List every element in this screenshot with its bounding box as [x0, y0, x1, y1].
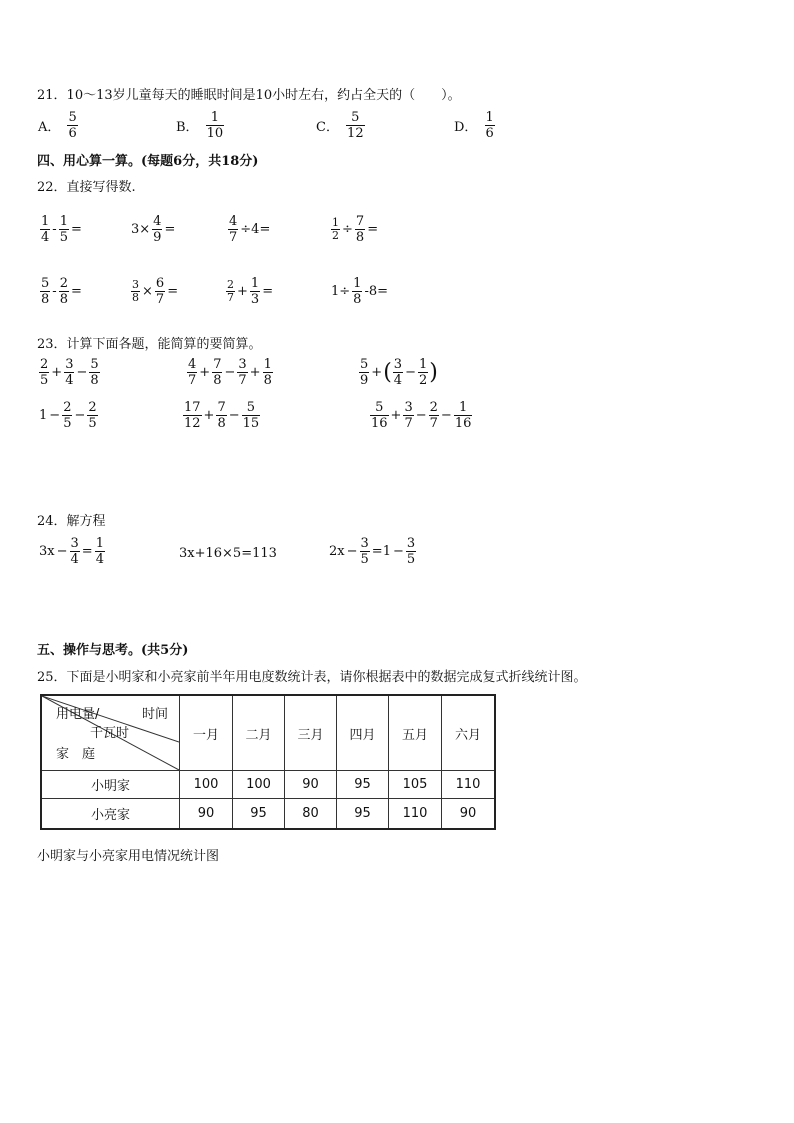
table-cell: 110: [442, 771, 496, 799]
month-header: 六月: [442, 695, 496, 771]
q23-expr-2: $\frac{4}{7}$ + $\frac{7}{8}$ − $\frac{3}{7}$ + $\frac{1}{8}$: [188, 357, 272, 388]
header-top-left: 用电量/: [56, 707, 100, 722]
option-letter: A．: [38, 120, 61, 135]
q22-item-7: $\frac{2}{7}$ + $\frac{1}{3}$ =: [227, 276, 274, 307]
q22-item-5: $\frac{5}{8}$ - $\frac{2}{8}$ =: [41, 276, 82, 307]
q22-title: 22．直接写得数.: [37, 180, 136, 195]
q22-item-3: $\frac{4}{7}$ ÷4=: [229, 214, 271, 245]
q21-option-d[interactable]: [453, 110, 496, 141]
q23-expr-1: $\frac{2}{5}$ + $\frac{3}{4}$ − $\frac{5}{8}$: [40, 357, 99, 388]
q23-title: 23．计算下面各题，能简算的要简算。: [37, 337, 262, 352]
month-header: 五月: [389, 695, 442, 771]
option-fraction: $\frac{1}{6}$: [485, 110, 494, 141]
q23-expr-6: $\frac{5}{16}$ + $\frac{3}{7}$ − $\frac{2}{7}$ − $\frac{1}{16}$: [371, 400, 472, 431]
family-name: 小明家: [41, 771, 180, 799]
table-cell: 95: [337, 799, 389, 829]
table-cell: 100: [180, 771, 233, 799]
table-cell: 100: [233, 771, 285, 799]
month-header: 一月: [180, 695, 233, 771]
q24-equation-2: 3x+16×5=113: [179, 546, 277, 561]
option-letter: C．: [316, 120, 339, 135]
table-cell: 105: [389, 771, 442, 799]
option-fraction: $\frac{5}{6}$: [68, 110, 77, 141]
q22-item-6: $\frac{3}{8}$ × $\frac{6}{7}$ =: [132, 276, 179, 307]
q21-option-b[interactable]: [175, 110, 225, 141]
table-cell: 90: [180, 799, 233, 829]
table-diagonal-header: [41, 695, 180, 771]
section-4-heading: 四、用心算一算。(每题6分，共18分): [37, 154, 259, 169]
month-header: 三月: [285, 695, 337, 771]
table-cell: 90: [442, 799, 496, 829]
q24-equation-3: 2x − $\frac{3}{5}$ =1 − $\frac{3}{5}$: [329, 536, 416, 567]
section-5-heading: 五、操作与思考。(共5分): [37, 643, 189, 658]
option-letter: B．: [176, 120, 199, 135]
q21-option-c[interactable]: [315, 110, 366, 141]
header-mid: 千瓦时: [90, 726, 130, 741]
table-cell: 110: [389, 799, 442, 829]
table-row: [41, 799, 495, 829]
header-top-right: 时间: [142, 707, 169, 722]
table-row: [41, 771, 495, 799]
table-cell: 80: [285, 799, 337, 829]
family-name: 小亮家: [41, 799, 180, 829]
table-cell: 95: [233, 799, 285, 829]
header-bottom: 家 庭: [56, 747, 96, 762]
q24-title: 24．解方程: [37, 514, 106, 529]
q22-item-2: 3× $\frac{4}{9}$ =: [131, 214, 176, 245]
q21-option-a[interactable]: [37, 110, 79, 141]
option-fraction: $\frac{5}{12}$: [347, 110, 364, 141]
q22-item-1: $\frac{1}{4}$ - $\frac{1}{5}$ =: [41, 214, 82, 245]
q25-text: 25．下面是小明家和小亮家前半年用电度数统计表，请你根据表中的数据完成复式折线统计图。: [37, 670, 587, 685]
option-fraction: $\frac{1}{10}$: [206, 110, 224, 141]
month-header: 四月: [337, 695, 389, 771]
q23-expr-4: 1 − $\frac{2}{5}$ − $\frac{2}{5}$: [39, 400, 97, 431]
q24-equation-1: 3x − $\frac{3}{4}$ = $\frac{1}{4}$: [39, 536, 104, 567]
month-header: 二月: [233, 695, 285, 771]
q21-text: 21．10～13岁儿童每天的睡眠时间是10小时左右，约占全天的（ ）。: [37, 88, 461, 103]
q23-expr-3: $\frac{5}{9}$ +( $\frac{3}{4}$ − $\frac{1}{2}$ ): [360, 357, 438, 388]
option-letter: D．: [454, 120, 478, 135]
q22-item-4: $\frac{1}{2}$ ÷ $\frac{7}{8}$ =: [332, 214, 379, 245]
chart-caption: 小明家与小亮家用电情况统计图: [37, 849, 220, 864]
electricity-table: [40, 694, 496, 830]
table-cell: 95: [337, 771, 389, 799]
q23-expr-5: $\frac{17}{12}$ + $\frac{7}{8}$ − $\frac{5}{15}$: [184, 400, 260, 431]
table-cell: 90: [285, 771, 337, 799]
q22-item-8: 1÷ $\frac{1}{8}$ -8=: [331, 276, 389, 307]
